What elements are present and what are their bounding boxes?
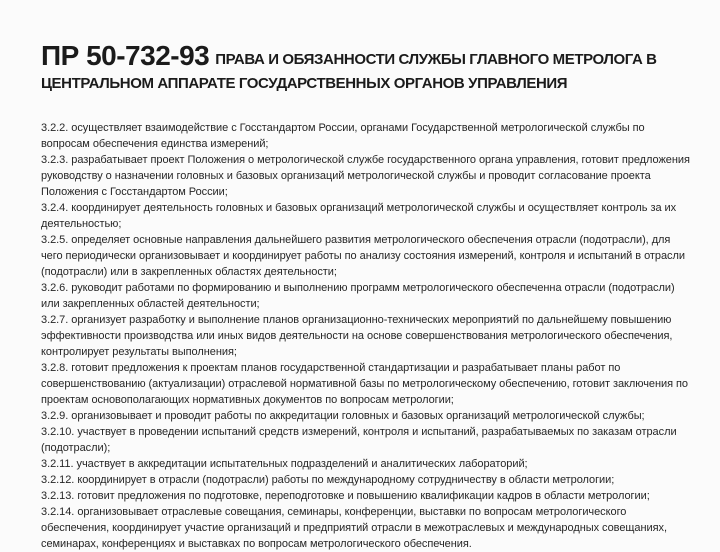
document-code: ПР 50-732-93: [41, 40, 210, 71]
clause-paragraph-3-2-5: [41, 232, 692, 280]
clause-paragraph-3-2-7: [41, 312, 692, 360]
clause-text: участвует в проведении испытаний средств измерений, контроля и испытаний, разрабатываемых по заказам отрасли (подотрасли);: [41, 426, 677, 455]
clause-paragraph-3-2-10: [41, 424, 692, 456]
clause-text: руководит работами по формированию и выполнению программ метрологического обеспеченна отрасли (подотрасли) или закрепленных областей деятельности;: [41, 282, 675, 311]
clause-text: участвует в аккредитации испытательных подразделений и аналитических лабораторий;: [76, 458, 528, 471]
clause-number: 3.2.2.: [41, 122, 69, 135]
clause-number: 3.2.14.: [41, 506, 75, 519]
clause-text: координирует деятельность головных и базовых организаций метрологической службы и осуществляет контроль за их деятельностью;: [41, 202, 677, 231]
clause-text: организует разработку и выполнение планов организационно-технических мероприятий по дальнейшему повышению эффективности производства или иных видов деятельности на основе совершенствования метрологического обеспечения, контролирует результаты выполнения;: [41, 314, 673, 359]
clause-paragraph-3-2-8: [41, 360, 692, 408]
clause-number: 3.2.7.: [41, 314, 69, 327]
clause-number: 3.2.13.: [41, 490, 75, 503]
document-subtitle: ПРАВА И ОБЯЗАННОСТИ СЛУЖБЫ ГЛАВНОГО МЕТРОЛОГА В ЦЕНТРАЛЬНОМ АППАРАТЕ ГОСУДАРСТВЕННЫХ ОРГАНОВ УПРАВЛЕНИЯ: [41, 51, 657, 92]
clause-paragraph-3-2-12: [41, 472, 692, 488]
clause-text: определяет основные направления дальнейшего развития метрологического обеспечения отрасли (подотрасли), для чего периодически организовывает и координирует работы по анализу состояния измерений, контроля и испытаний в отрасли (подотрасли) или в закрепленных областях деятельности;: [41, 234, 685, 279]
clause-paragraph-3-2-3: [41, 152, 692, 200]
clause-paragraph-3-2-14: [41, 504, 692, 552]
clause-text: разрабатывает проект Положения о метрологической службе государственного органа управления, готовит предложения руководству о назначении головных и базовых организаций метрологической службы и проводит согласование проекта Положения с Госстандартом России;: [41, 154, 690, 199]
clause-text: организовывает отраслевые совещания, семинары, конференции, выставки по вопросам метрологического обеспечения, координирует участие организаций и предприятий отрасли в межотраслевых и международных совещаниях, семинарах, конференциях и выставках по вопросам метрологического обеспечения.: [41, 506, 667, 551]
page-title: [41, 38, 701, 93]
clause-number: 3.2.6.: [41, 282, 69, 295]
clause-text: готовит предложения к проектам планов государственной стандартизации и разрабатывает планы работ по совершенствованию (актуализации) отраслевой нормативной базы по метрологическому обеспечению, готовит заключения по проектам основополагающих нормативных документов по вопросам метрологии;: [41, 362, 688, 407]
clause-paragraph-3-2-6: [41, 280, 692, 312]
clause-number: 3.2.5.: [41, 234, 69, 247]
clause-number: 3.2.12.: [41, 474, 75, 487]
clause-number: 3.2.8.: [41, 362, 69, 375]
clause-paragraph-3-2-13: [41, 488, 692, 504]
clause-text: координирует в отрасли (подотрасли) работы по международному сотрудничеству в области метрологии;: [77, 474, 615, 487]
clause-paragraph-3-2-2: [41, 120, 692, 152]
clause-number: 3.2.10.: [41, 426, 75, 439]
clause-number: 3.2.9.: [41, 410, 69, 423]
clause-number: 3.2.3.: [41, 154, 69, 167]
clause-number: 3.2.4.: [41, 202, 69, 215]
clause-text: осуществляет взаимодействие с Госстандартом России, органами Государственной метрологической службы по вопросам обеспечения единства измерений;: [41, 122, 645, 151]
clause-paragraph-3-2-4: [41, 200, 692, 232]
clause-text: готовит предложения по подготовке, переподготовке и повышению квалификации кадров в области метрологии;: [77, 490, 650, 503]
clause-number: 3.2.11.: [41, 458, 74, 471]
clauses-block: [41, 120, 692, 552]
clause-paragraph-3-2-9: [41, 408, 692, 424]
clause-paragraph-3-2-11: [41, 456, 692, 472]
clause-text: организовывает и проводит работы по аккредитации головных и базовых организаций метрологической службы;: [71, 410, 645, 423]
